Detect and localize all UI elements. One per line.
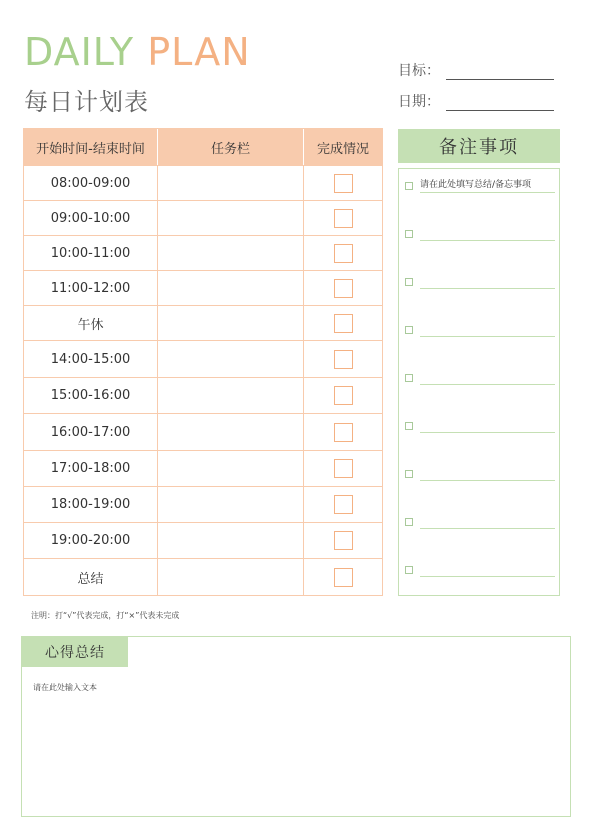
note-checkbox[interactable] (405, 230, 413, 238)
summary-placeholder[interactable]: 请在此处输入文本 (33, 683, 97, 692)
note-item[interactable] (405, 419, 555, 433)
table-row (24, 486, 382, 522)
column-header-time: 开始时间-结束时间 (24, 129, 158, 165)
title-chinese: 每日计划表 (24, 88, 149, 116)
column-header-status: 完成情况 (316, 141, 369, 157)
note-item[interactable] (405, 323, 555, 337)
completion-checkbox[interactable] (334, 531, 353, 550)
note-line[interactable] (420, 419, 555, 433)
time-cell: 总结 (24, 559, 158, 595)
goal-input-line[interactable] (446, 66, 554, 80)
note-checkbox[interactable] (405, 374, 413, 382)
completion-checkbox[interactable] (334, 423, 353, 442)
status-cell (304, 166, 382, 200)
table-row (24, 305, 382, 340)
status-cell (304, 451, 382, 486)
note-checkbox[interactable] (405, 182, 413, 190)
column-header-task: 任务栏 (158, 129, 304, 165)
task-cell[interactable] (158, 414, 304, 450)
task-cell[interactable] (158, 306, 304, 340)
task-cell[interactable] (158, 166, 304, 200)
table-row (24, 377, 382, 413)
note-checkbox[interactable] (405, 518, 413, 526)
task-cell[interactable] (158, 523, 304, 558)
schedule-header-row (24, 129, 382, 165)
note-item[interactable] (405, 515, 555, 529)
time-cell: 15:00-16:00 (24, 378, 158, 413)
task-cell[interactable] (158, 341, 304, 377)
title-word-plan: PLAN (147, 30, 251, 74)
time-cell: 19:00-20:00 (24, 523, 158, 558)
time-cell: 11:00-12:00 (24, 271, 158, 305)
note-item[interactable] (405, 275, 555, 289)
note-item[interactable] (405, 227, 555, 241)
note-line[interactable] (420, 563, 555, 577)
status-cell (304, 306, 382, 340)
time-cell: 午休 (24, 306, 158, 340)
note-line[interactable] (420, 371, 555, 385)
status-cell (304, 559, 382, 595)
note-line[interactable] (420, 467, 555, 481)
completion-checkbox[interactable] (334, 459, 353, 478)
note-line[interactable] (420, 515, 555, 529)
note-line[interactable] (420, 227, 555, 241)
status-cell (304, 236, 382, 270)
status-cell (304, 378, 382, 413)
title-word-daily: DAILY (24, 30, 135, 74)
note-checkbox[interactable] (405, 326, 413, 334)
schedule-table (23, 128, 383, 596)
note-checkbox[interactable] (405, 566, 413, 574)
completion-checkbox[interactable] (334, 386, 353, 405)
table-row (24, 413, 382, 450)
note-checkbox[interactable] (405, 422, 413, 430)
task-cell[interactable] (158, 487, 304, 522)
completion-checkbox[interactable] (334, 568, 353, 587)
time-cell: 09:00-10:00 (24, 201, 158, 235)
table-row (24, 522, 382, 558)
footnote: 注明：打“√”代表完成，打“×”代表未完成 (31, 611, 180, 620)
summary-title: 心得总结 (22, 637, 128, 667)
note-item[interactable] (405, 371, 555, 385)
task-cell[interactable] (158, 271, 304, 305)
table-row (24, 235, 382, 270)
completion-checkbox[interactable] (334, 495, 353, 514)
time-cell: 18:00-19:00 (24, 487, 158, 522)
note-item[interactable] (405, 563, 555, 577)
time-cell: 17:00-18:00 (24, 451, 158, 486)
table-row (24, 450, 382, 486)
status-cell (304, 201, 382, 235)
table-row (24, 200, 382, 235)
note-line[interactable]: 请在此处填写总结/备忘事项 (420, 179, 555, 193)
goal-field[interactable] (398, 60, 554, 80)
completion-checkbox[interactable] (334, 174, 353, 193)
notes-title: 备注事项 (398, 129, 560, 163)
task-cell[interactable] (158, 451, 304, 486)
time-cell: 08:00-09:00 (24, 166, 158, 200)
note-line[interactable] (420, 275, 555, 289)
status-cell (304, 341, 382, 377)
status-cell (304, 414, 382, 450)
completion-checkbox[interactable] (334, 279, 353, 298)
task-cell[interactable] (158, 201, 304, 235)
title-english (24, 30, 251, 74)
note-checkbox[interactable] (405, 278, 413, 286)
date-label: 日期： (398, 94, 440, 110)
completion-checkbox[interactable] (334, 244, 353, 263)
table-row (24, 340, 382, 377)
summary-panel[interactable] (21, 636, 571, 817)
note-item[interactable] (405, 179, 555, 193)
date-input-line[interactable] (446, 97, 554, 111)
date-field[interactable] (398, 91, 554, 111)
schedule-body (24, 165, 382, 595)
note-checkbox[interactable] (405, 470, 413, 478)
status-cell (304, 487, 382, 522)
completion-checkbox[interactable] (334, 314, 353, 333)
time-cell: 14:00-15:00 (24, 341, 158, 377)
status-cell (304, 523, 382, 558)
task-cell[interactable] (158, 378, 304, 413)
task-cell[interactable] (158, 236, 304, 270)
time-cell: 10:00-11:00 (24, 236, 158, 270)
note-line[interactable] (420, 323, 555, 337)
table-row (24, 558, 382, 595)
table-row (24, 270, 382, 305)
completion-checkbox[interactable] (334, 350, 353, 369)
note-item[interactable] (405, 467, 555, 481)
status-cell (304, 271, 382, 305)
completion-checkbox[interactable] (334, 209, 353, 228)
table-row (24, 165, 382, 200)
time-cell: 16:00-17:00 (24, 414, 158, 450)
notes-panel (398, 168, 560, 596)
task-cell[interactable] (158, 559, 304, 595)
goal-label: 目标： (398, 63, 440, 79)
